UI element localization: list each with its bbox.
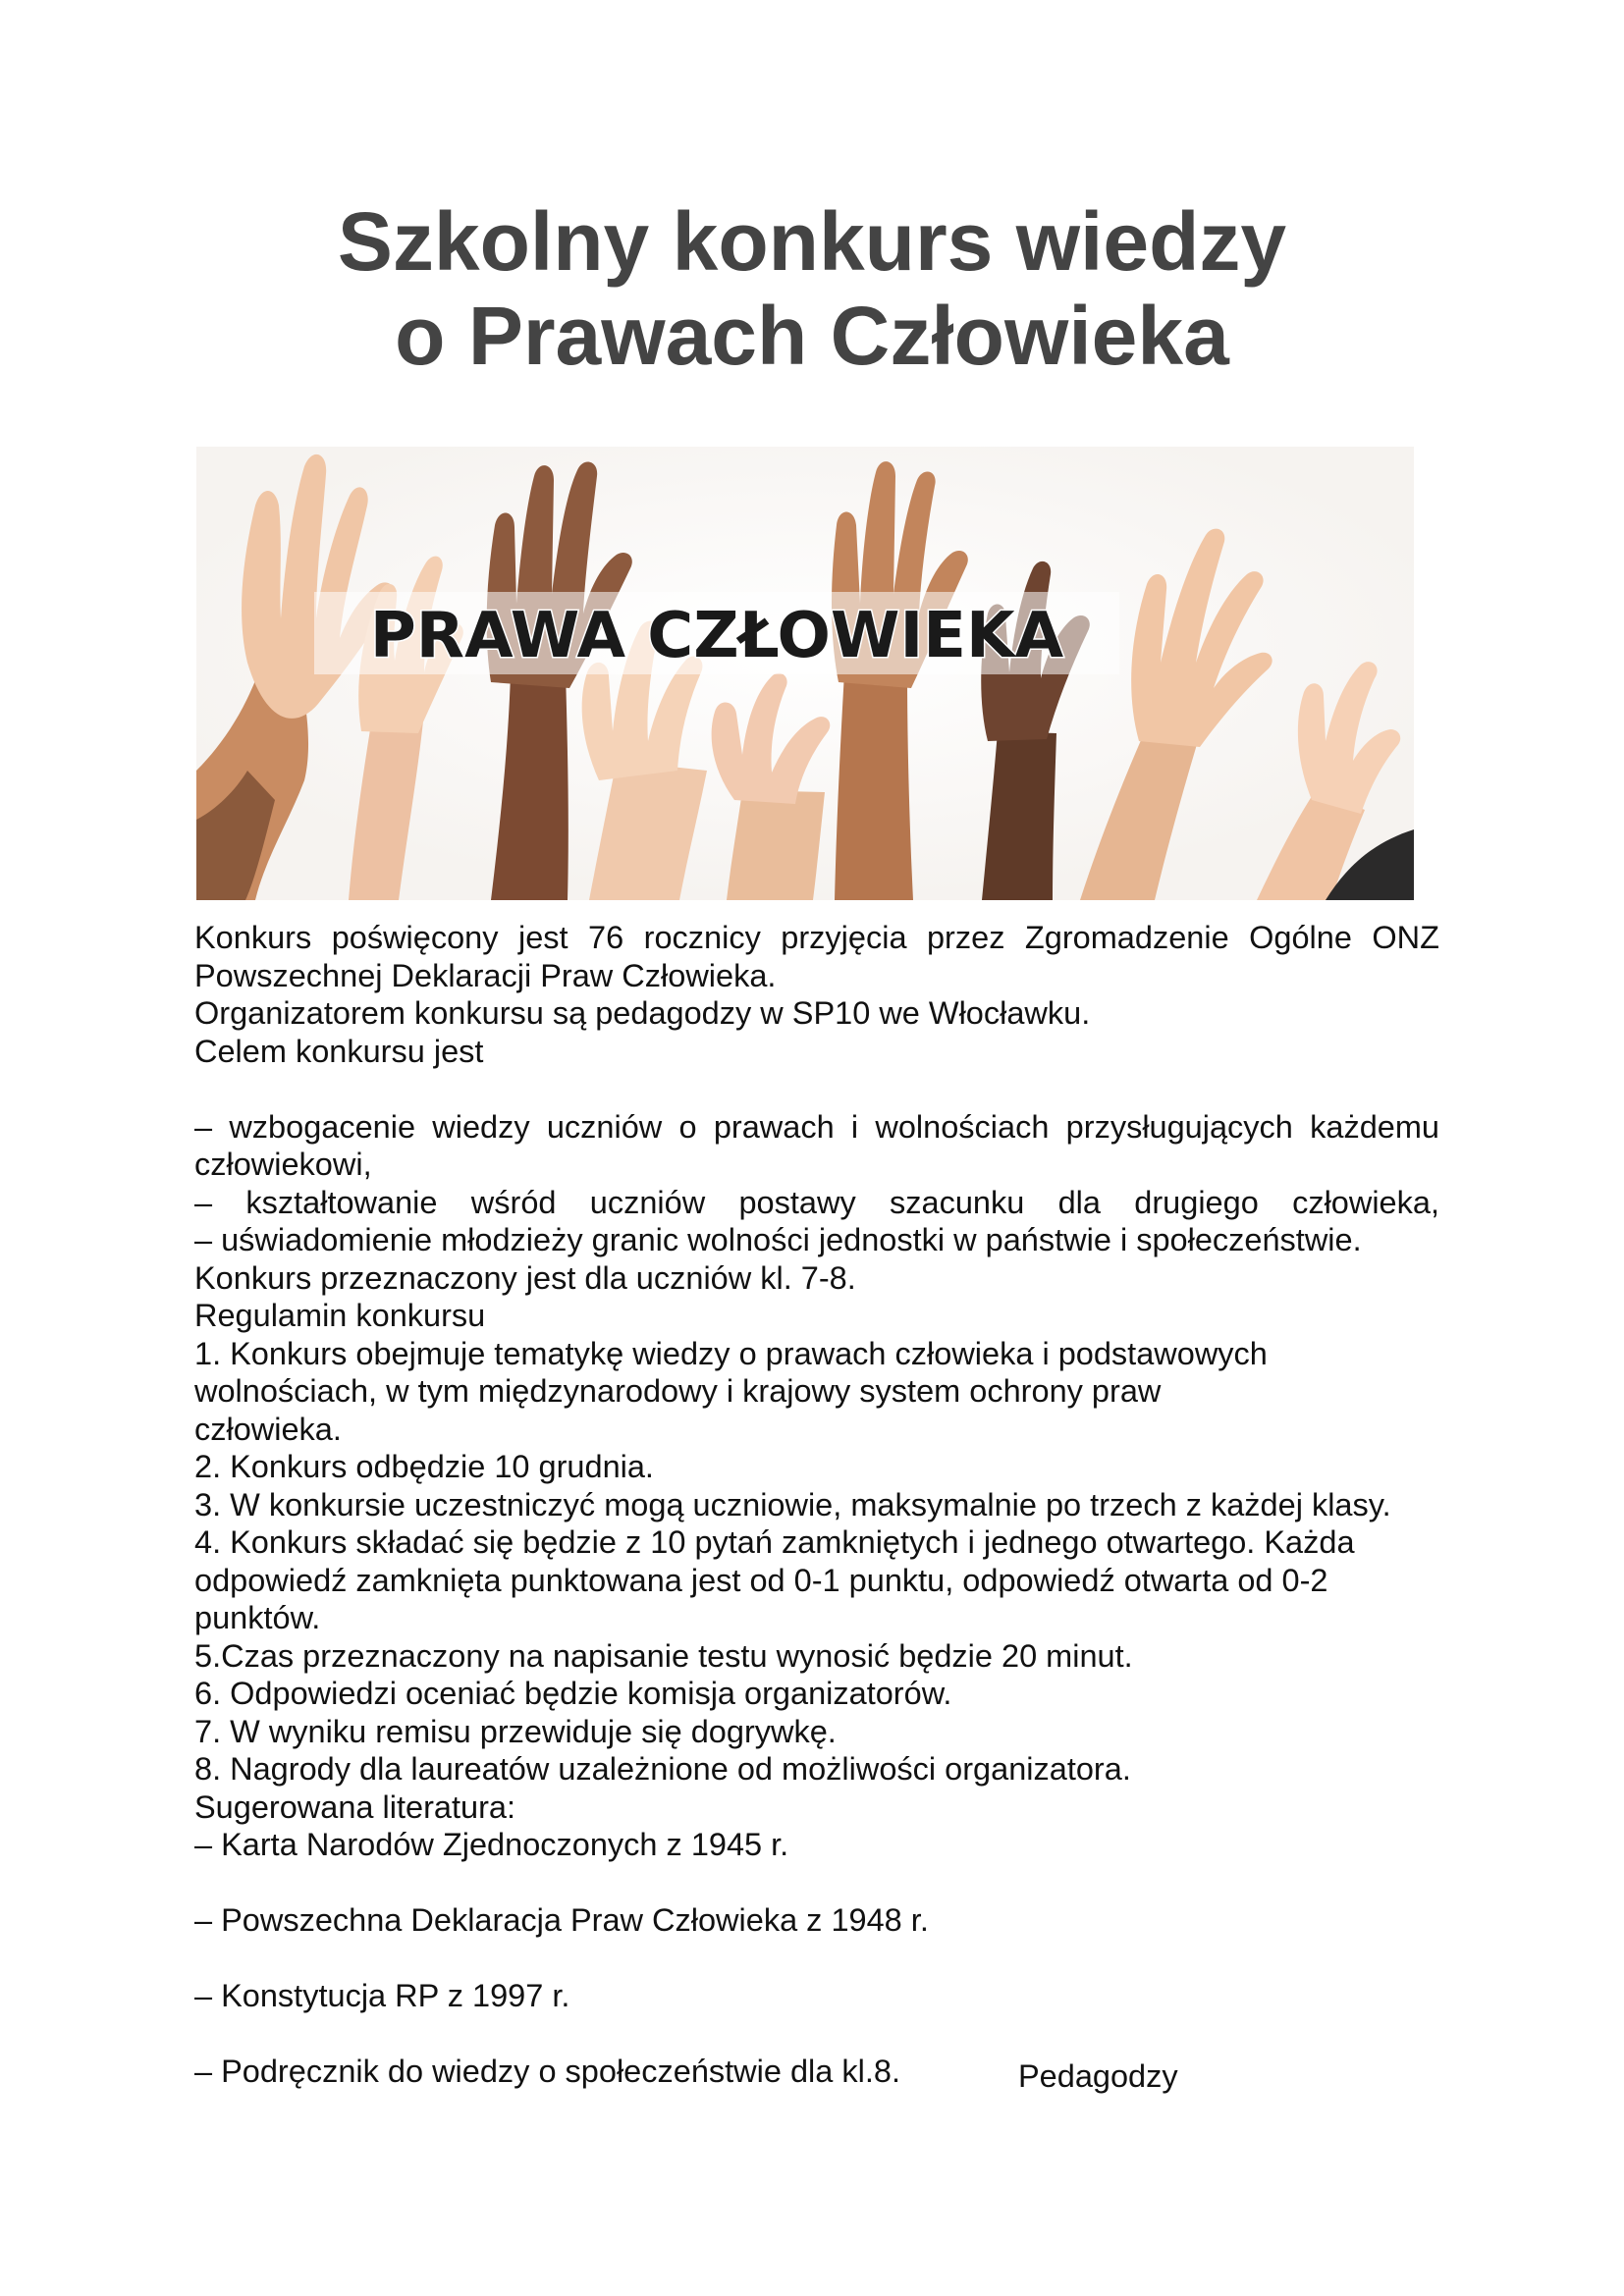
rule-item: 5.Czas przeznaczony na napisanie testu wynosić będzie 20 minut.	[194, 1637, 1133, 1674]
page-title	[196, 194, 1428, 383]
rule-item: 4. Konkurs składać się będzie z 10 pytań zamkniętych i jednego otwartego. Każda odpowiedź zamknięta punktowana jest od 0-1 punktu, odpowiedź otwarta od 0-2 punktów.	[194, 1524, 1355, 1635]
spacer	[194, 1070, 1439, 1108]
rule-item: 2. Konkurs odbędzie 10 grudnia.	[194, 1449, 654, 1484]
rule-item: 6. Odpowiedzi oceniać będzie komisja organizatorów.	[194, 1676, 952, 1711]
literature-list	[194, 1826, 1439, 2091]
title-line-2: o Prawach Człowieka	[395, 290, 1229, 382]
organizer-line: Organizatorem konkursu są pedagodzy w SP10 we Włocławku.	[194, 995, 1091, 1031]
signature: Pedagodzy	[1018, 2058, 1178, 2094]
literature-item: – Karta Narodów Zjednoczonych z 1945 r.	[194, 1827, 789, 1862]
banner-image	[196, 447, 1414, 900]
goal-item: – kształtowanie wśród uczniów postawy szacunku dla drugiego człowieka,	[194, 1184, 1439, 1220]
document-body	[194, 919, 1439, 2091]
rule-item: 1. Konkurs obejmuje tematykę wiedzy o prawach człowieka i podstawowych wolnościach, w tym międzynarodowy i krajowy system ochrony praw człowieka.	[194, 1335, 1268, 1447]
audience-line: Konkurs przeznaczony jest dla uczniów kl. 7-8.	[194, 1259, 856, 1296]
banner-text: PRAWA CZŁOWIEKA	[369, 600, 1064, 672]
rule-item: 8. Nagrody dla laureatów uzależnione od możliwości organizatora.	[194, 1751, 1131, 1787]
literature-item: – Powszechna Deklaracja Praw Człowieka z 1948 r.	[194, 1902, 929, 1938]
literature-item: – Podręcznik do wiedzy o społeczeństwie dla kl.8.	[194, 2054, 900, 2089]
raised-hands-illustration	[196, 447, 1414, 900]
rule-item: 3. W konkursie uczestniczyć mogą uczniowie, maksymalnie po trzech z każdej klasy.	[194, 1486, 1391, 1522]
title-line-1: Szkolny konkurs wiedzy	[337, 195, 1287, 288]
goal-intro: Celem konkursu jest	[194, 1033, 484, 1069]
intro-paragraph: Konkurs poświęcony jest 76 rocznicy przyjęcia przez Zgromadzenie Ogólne ONZ Powszechnej Deklaracji Praw Człowieka.	[194, 920, 1439, 993]
rule-item: 7. W wyniku remisu przewiduje się dogrywkę.	[194, 1713, 837, 1749]
rules-heading: Regulamin konkursu	[194, 1298, 486, 1333]
goal-item: – wzbogacenie wiedzy uczniów o prawach i wolnościach przysługujących każdemu człowiekowi,	[194, 1108, 1439, 1182]
literature-item: – Konstytucja RP z 1997 r.	[194, 1978, 570, 2013]
goal-item: – uświadomienie młodzieży granic wolności jednostki w państwie i społeczeństwie.	[194, 1222, 1362, 1257]
literature-heading: Sugerowana literatura:	[194, 1789, 515, 1825]
